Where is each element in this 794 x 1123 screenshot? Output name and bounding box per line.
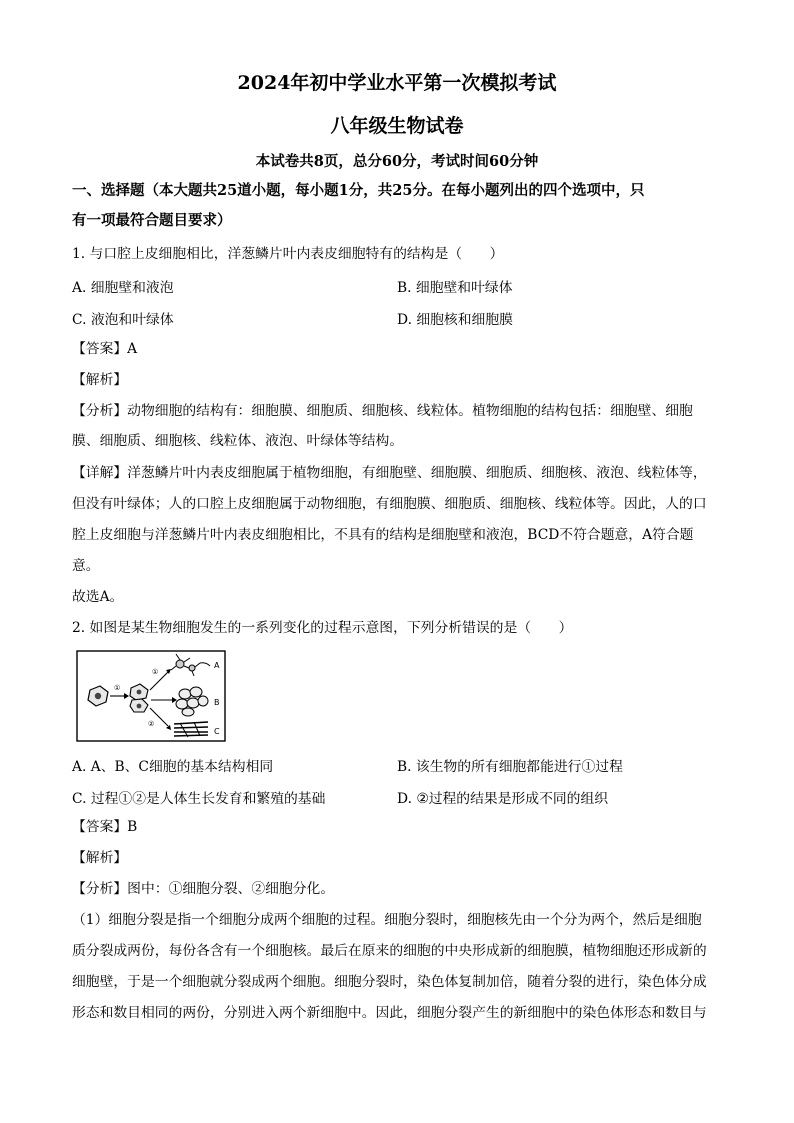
q1-detail-line4: 意。 <box>72 558 100 574</box>
q2-analysis: 【分析】图中：①细胞分裂、②细胞分化。 <box>72 881 335 897</box>
q2-option-a: A. A、B、C细胞的基本结构相同 <box>72 759 274 775</box>
q2-jiexi: 【解析】 <box>72 850 128 866</box>
exam-title: 2024年初中学业水平第一次模拟考试 <box>237 72 557 94</box>
q1-option-d: D. 细胞核和细胞膜 <box>397 312 513 328</box>
q1-jiexi: 【解析】 <box>72 372 128 388</box>
q1-analysis-line1: 【分析】动物细胞的结构有：细胞膜、细胞质、细胞核、线粒体。植物细胞的结构包括：细胞壁、细胞 <box>72 403 693 419</box>
q2-option-b: B. 该生物的所有细胞都能进行①过程 <box>397 759 623 775</box>
exam-info: 本试卷共8页，总分60分，考试时间60分钟 <box>255 153 539 170</box>
cell-group-b <box>176 687 208 716</box>
q2-stem: 2. 如图是某生物细胞发生的一系列变化的过程示意图，下列分析错误的是（ ） <box>72 620 573 636</box>
q1-detail-line3: 腔上皮细胞与洋葱鳞片叶内表皮细胞相比，不具有的结构是细胞壁和液泡，BCD不符合题意，A符合题 <box>72 527 694 543</box>
q1-answer: 【答案】A <box>72 341 138 357</box>
label-circle-1b: ① <box>152 668 159 676</box>
label-a: A <box>214 661 220 670</box>
exam-subtitle: 八年级生物试卷 <box>330 115 464 137</box>
label-circle-1a: ① <box>114 684 121 692</box>
initial-cell-nucleus <box>95 693 101 699</box>
q2-para-line2: 质分裂成两份，每份各含有一个细胞核。最后在原来的细胞的中央形成新的细胞膜，植物细胞还形成新的 <box>72 943 707 959</box>
q1-analysis-line2: 膜、细胞质、细胞核、线粒体、液泡、叶绿体等结构。 <box>72 433 404 449</box>
q1-option-a: A. 细胞壁和液泡 <box>72 280 174 296</box>
q2-option-d: D. ②过程的结果是形成不同的组织 <box>397 791 609 807</box>
q1-option-c: C. 液泡和叶绿体 <box>72 312 174 328</box>
q2-answer: 【答案】B <box>72 819 138 835</box>
section-heading-line1: 一、选择题（本大题共25道小题，每小题1分，共25分。在每小题列出的四个选项中，只 <box>72 182 645 199</box>
q2-para-line1: （1）细胞分裂是指一个细胞分成两个细胞的过程。细胞分裂时，细胞核先由一个分为两个，然后是细胞 <box>72 912 702 928</box>
cell-group-c <box>174 722 208 737</box>
label-b: B <box>214 698 220 707</box>
q2-para-line3: 细胞壁，于是一个细胞就分裂成两个细胞。细胞分裂时，染色体复制加倍，随着分裂的进行，染色体分成 <box>72 974 707 990</box>
q1-option-b: B. 细胞壁和叶绿体 <box>397 280 513 296</box>
cell-division-differentiation-diagram <box>76 650 226 742</box>
q2-para-line4: 形态和数目相同的两份，分别进入两个新细胞中。因此，细胞分裂产生的新细胞中的染色体形态和数目与 <box>72 1005 707 1021</box>
q1-detail-line1: 【详解】洋葱鳞片叶内表皮细胞属于植物细胞，有细胞壁、细胞膜、细胞质、细胞核、液泡、线粒体等， <box>72 465 707 481</box>
q1-choice: 故选A。 <box>72 589 124 605</box>
label-circle-2: ② <box>148 720 155 728</box>
q2-option-c: C. 过程①②是人体生长发育和繁殖的基础 <box>72 791 326 807</box>
label-c: C <box>214 727 220 736</box>
q1-detail-line2: 但没有叶绿体；人的口腔上皮细胞属于动物细胞，有细胞膜、细胞质、细胞核、线粒体等。因此，人的口 <box>72 496 707 512</box>
cell-group-a <box>171 654 210 676</box>
q1-stem: 1. 与口腔上皮细胞相比，洋葱鳞片叶内表皮细胞特有的结构是（ ） <box>72 246 504 262</box>
section-heading-line2: 有一项最符合题目要求） <box>72 212 232 229</box>
